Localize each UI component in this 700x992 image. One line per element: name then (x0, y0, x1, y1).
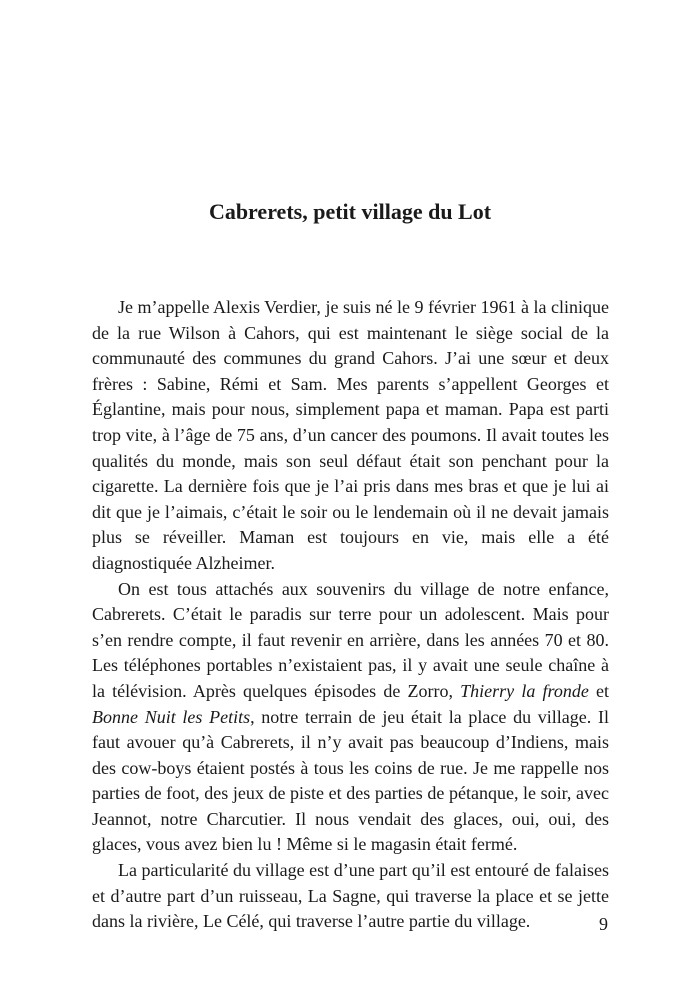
body-text (92, 295, 609, 935)
paragraph-2-part-2: et (588, 680, 610, 701)
paragraph-2-part-1: On est tous attachés aux souvenirs du village de notre enfance, Cabrerets. C’était le paradis sur terre pour un adolescent. Mais pour s’en rendre compte, il faut revenir en arrière, dans les années 70 et 80. Les téléphones portables n’existaient pas, il y avait une seule chaîne à la télévision. Après quelques épisodes de Zorro, (92, 578, 609, 701)
paragraph-2-italic-title-2: Bonne Nuit les Petits (92, 706, 251, 727)
chapter-title: Cabrerets, petit village du Lot (208, 199, 492, 224)
paragraph-2-italic-title-1: Thierry la fronde (460, 680, 589, 701)
page-number: 9 (599, 914, 608, 934)
paragraph-2-part-3: , notre terrain de jeu était la place du village. Il faut avouer qu’à Cabrerets, il n’y avait pas beaucoup d’Indiens, mais des cow-boys étaient postés à tous les coins de rue. Je me rappelle nos parties de foot, des jeux de piste et des parties de pétanque, le soir, avec Jeannot, notre Charcutier. Il nous vendait des glaces, oui, oui, des glaces, vous avez bien lu ! Même si le magasin était fermé. (92, 706, 609, 855)
paragraph-3: La particularité du village est d’une part qu’il est entouré de falaises et d’autre part d’un ruisseau, La Sagne, qui traverse la place et se jette dans la rivière, Le Célé, qui traverse l’autre partie du village. (92, 860, 609, 932)
paragraph-2 (92, 577, 609, 859)
paragraph-1: Je m’appelle Alexis Verdier, je suis né le 9 février 1961 à la clinique de la rue Wilson à Cahors, qui est maintenant le siège social de la communauté des communes du grand Cahors. J’ai une sœur et deux frères : Sabine, Rémi et Sam. Mes parents s’appellent Georges et Églantine, mais pour nous, simplement papa et maman. Papa est parti trop vite, à l’âge de 75 ans, d’un cancer des poumons. Il avait toutes les qualités du monde, mais son seul défaut était son penchant pour la cigarette. La dernière fois que je l’ai pris dans mes bras et que je lui ai dit que je l’aimais, c’était le soir ou le lendemain où il ne devait jamais plus se réveiller. Maman est toujours en vie, mais elle a été diagnostiquée Alzheimer. (92, 297, 609, 573)
